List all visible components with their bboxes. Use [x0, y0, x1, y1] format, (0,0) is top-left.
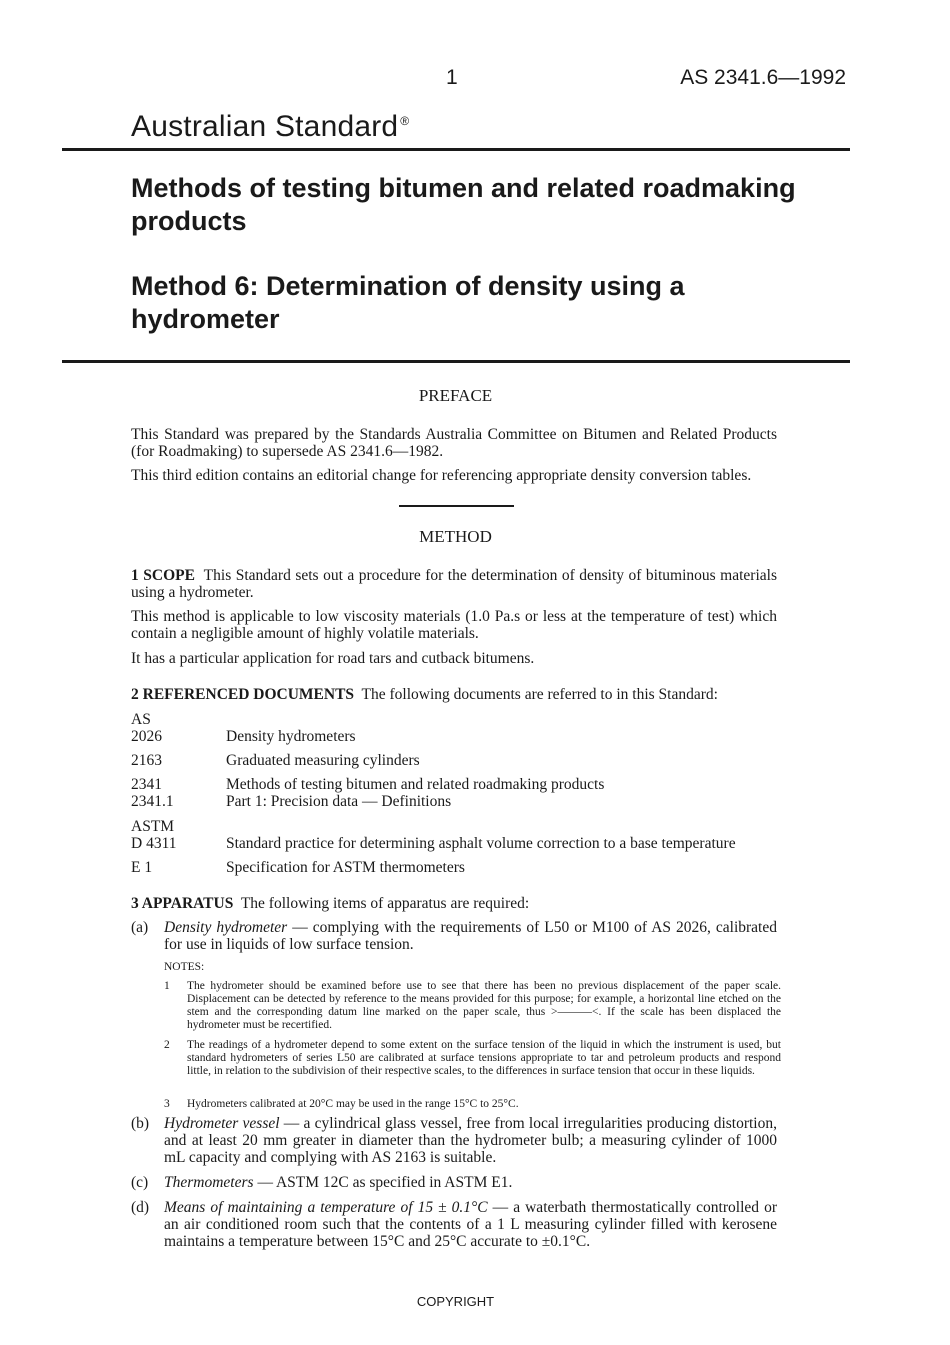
item-c-label: (c) [131, 1174, 149, 1191]
brand-name: Australian Standard [131, 110, 399, 143]
method-heading: METHOD [419, 527, 492, 546]
section-divider [399, 505, 514, 507]
ref-desc: Methods of testing bitumen and related roadmaking products [226, 776, 605, 793]
preface-heading: PREFACE [418, 386, 493, 405]
note-number: 2 [164, 1039, 170, 1051]
ref-code: 2341 [131, 776, 162, 793]
note-number: 1 [164, 980, 170, 992]
note-number: 3 [164, 1098, 170, 1110]
ref-group-as: AS [131, 711, 151, 728]
scope-paragraph-3: It has a particular application for road tars and cutback bitumens. [131, 650, 535, 667]
item-a-text [164, 919, 777, 953]
standard-number: AS 2341.6—1992 [680, 66, 846, 89]
registered-mark: ® [400, 114, 410, 128]
ref-code: 2026 [131, 728, 162, 745]
item-b-body: — a cylindrical glass vessel, free from local irregularities producing distortion, and at least 20 mm greater in diameter than the hydrometer bulb; a measuring cylinder of 1000 mL capacity and complying with AS 2163 is suitable. [164, 1115, 777, 1166]
ref-code: 2163 [131, 752, 162, 769]
ref-code: 2341.1 [131, 793, 174, 810]
item-c-title: Thermometers [164, 1174, 254, 1191]
item-b-text [164, 1115, 777, 1166]
references-label: 2 REFERENCED DOCUMENTS [131, 686, 355, 703]
scope-text: This Standard sets out a procedure for the determination of density of bituminous materials using a hydrometer. [131, 567, 777, 601]
page-number: 1 [446, 66, 458, 89]
ref-desc: Density hydrometers [226, 728, 356, 745]
item-a-title: Density hydrometer [164, 919, 288, 936]
ref-desc: Standard practice for determining asphalt volume correction to a base temperature [226, 835, 736, 852]
item-d-text [164, 1199, 777, 1250]
references-intro: The following documents are referred to in this Standard: [361, 686, 718, 703]
preface-paragraph-1: This Standard was prepared by the Standards Australia Committee on Bitumen and Related Products (for Roadmaking) to supersede AS 2341.6—1982. [131, 426, 777, 460]
scope-paragraph-2: This method is applicable to low viscosity materials (1.0 Pa.s or less at the temperature of test) which contain a negligible amount of highly volatile materials. [131, 608, 777, 642]
item-b-label: (b) [131, 1115, 150, 1132]
apparatus-heading [131, 895, 777, 912]
ref-desc: Graduated measuring cylinders [226, 752, 420, 769]
ref-desc: Part 1: Precision data — Definitions [226, 793, 452, 810]
ref-code: D 4311 [131, 835, 177, 852]
note-text: The hydrometer should be examined before use to see that there has been no previous displacement of the paper scale. Displacement can be detected by reference to the means provided for this purpose; for example, a horizontal line etched on the stem and the corresponding datum line marked on the paper scale, thus >———<. If the scale has been displaced the hydrometer must be recertified. [187, 980, 781, 1031]
ref-desc: Specification for ASTM thermometers [226, 859, 465, 876]
item-b-title: Hydrometer vessel [164, 1115, 280, 1132]
notes-heading: NOTES: [164, 961, 205, 973]
top-divider [62, 148, 850, 151]
item-d-title: Means of maintaining a temperature of 15 ± 0.1°C [164, 1199, 488, 1216]
copyright-footer: COPYRIGHT [416, 1294, 495, 1309]
brand-title [131, 110, 409, 144]
item-c-text [164, 1174, 777, 1191]
document-title: Methods of testing bitumen and related roadmaking products [131, 173, 796, 236]
preface-paragraph-2: This third edition contains an editorial change for referencing appropriate density conversion tables. [131, 467, 752, 484]
scope-label: 1 SCOPE [131, 567, 195, 584]
item-a-label: (a) [131, 919, 149, 936]
scope-paragraph-1 [131, 567, 777, 601]
references-heading [131, 686, 777, 703]
note-text: The readings of a hydrometer depend to some extent on the surface tension of the liquid in which the instrument is used, but standard hydrometers of series L50 are calibrated at surface tensions appropriate to tar and petroleum products and respond little, in relation to the subdivision of their respective scales, to the differences in surface tension that occur in these liquids. [187, 1039, 781, 1077]
title-divider [62, 360, 850, 363]
ref-code: E 1 [131, 859, 153, 876]
item-d-label: (d) [131, 1199, 150, 1216]
item-c-body: — ASTM 12C as specified in ASTM E1. [253, 1174, 513, 1191]
method-title: Method 6: Determination of density using a hydrometer [131, 271, 685, 334]
item-d-body: — a waterbath thermostatically controlled or an air conditioned room such that the contents of a 1 L measuring cylinder filled with kerosene maintains a temperature between 15°C and 25°C accurate to ±0.1°C. [164, 1199, 777, 1250]
apparatus-label: 3 APPARATUS [131, 895, 234, 912]
ref-group-astm: ASTM [131, 818, 175, 835]
note-text: Hydrometers calibrated at 20°C may be used in the range 15°C to 25°C. [187, 1098, 519, 1110]
apparatus-intro: The following items of apparatus are required: [240, 895, 530, 912]
item-a-body: — complying with the requirements of L50 or M100 of AS 2026, calibrated for use in liquids of low surface tension. [164, 919, 777, 953]
